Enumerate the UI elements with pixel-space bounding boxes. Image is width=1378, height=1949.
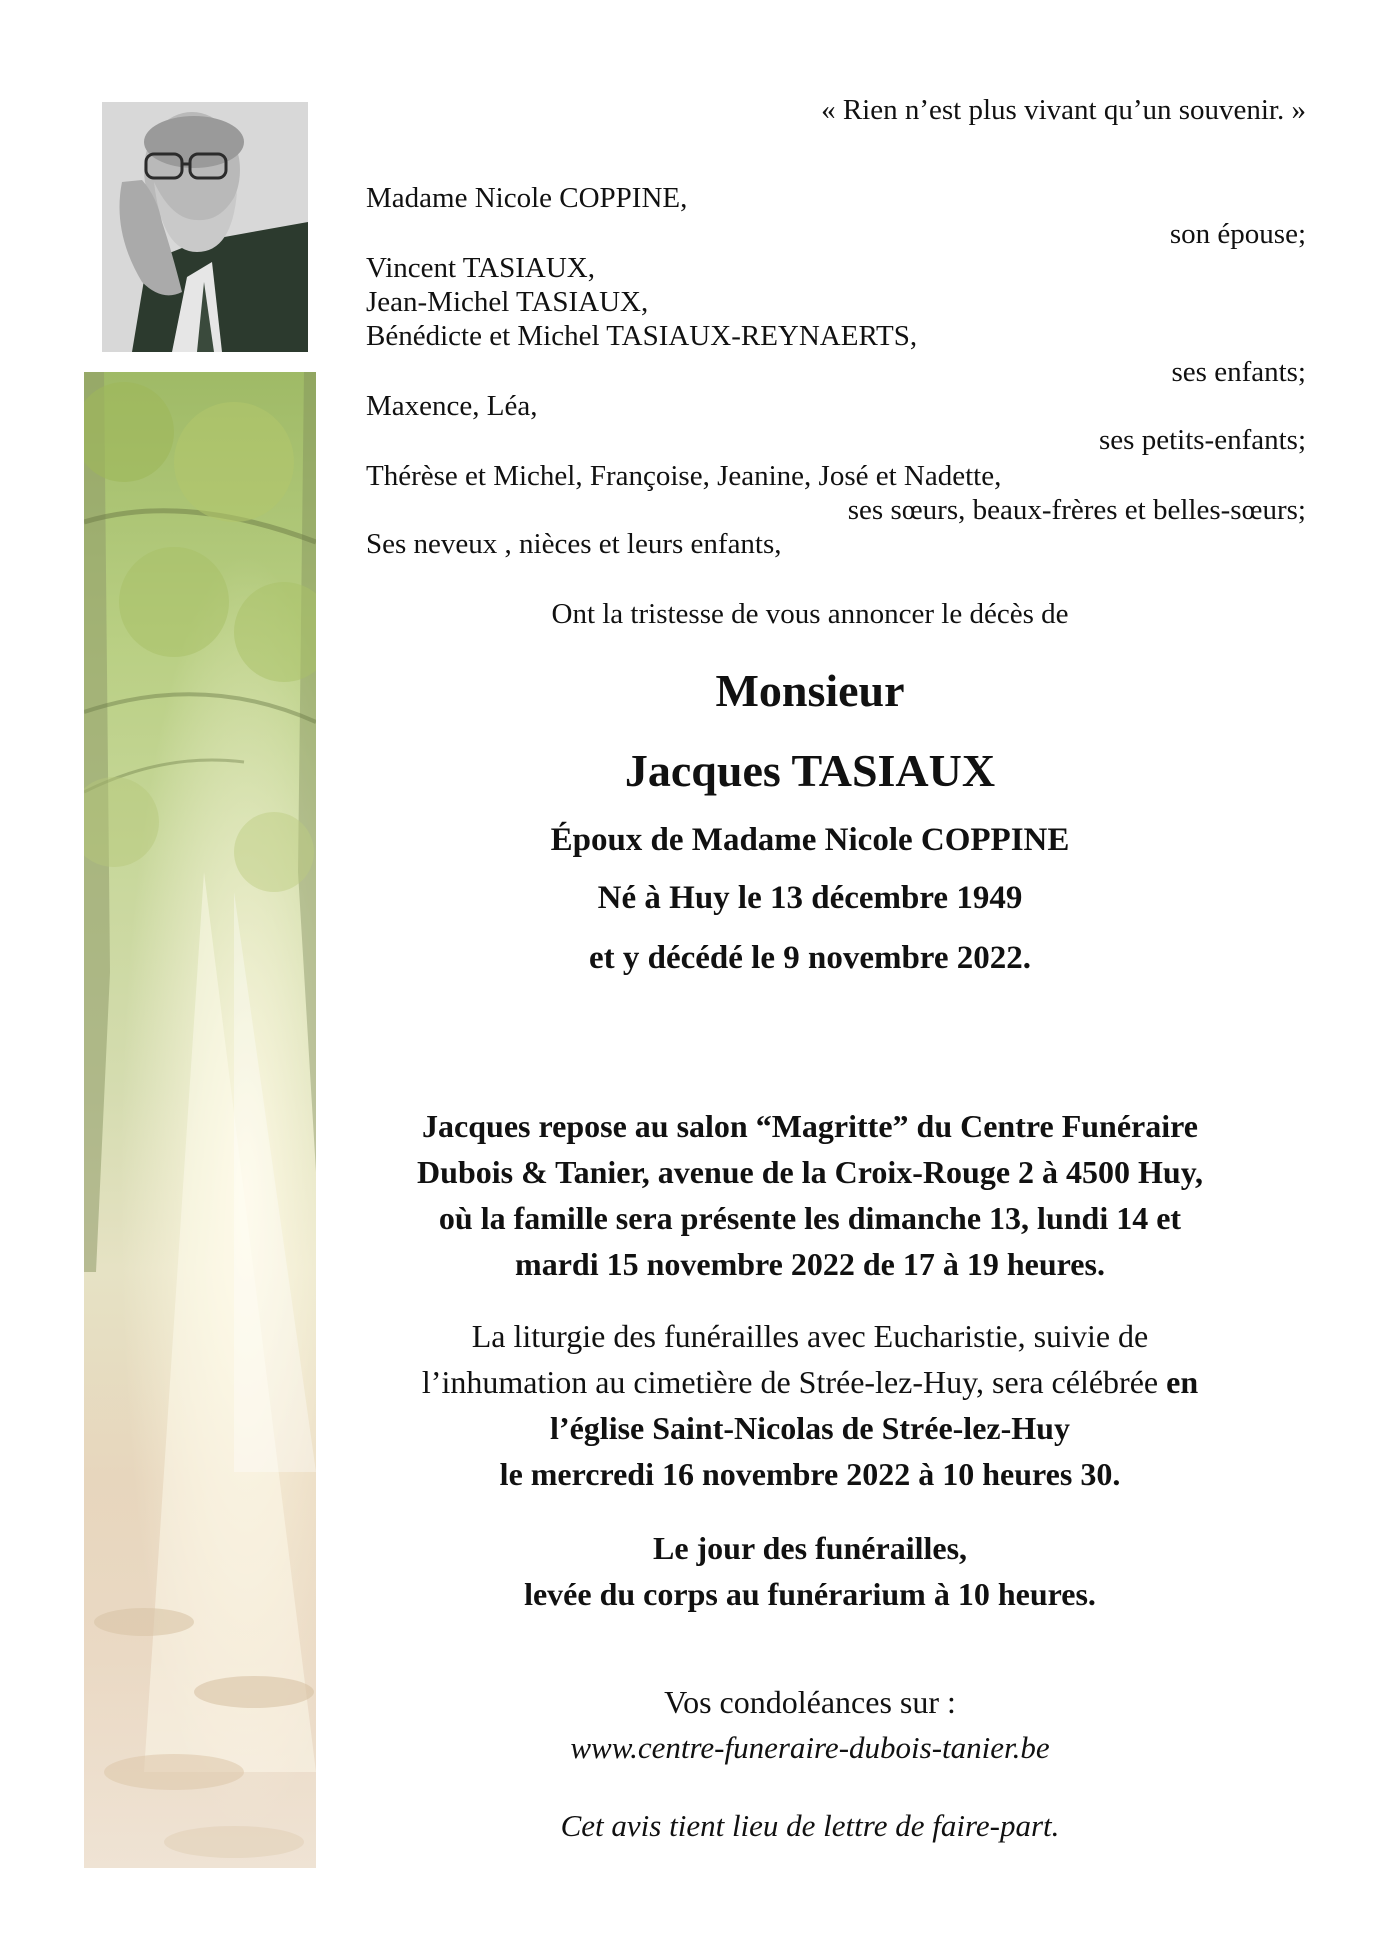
nephews-line: Ses neveux , nièces et leurs enfants, — [366, 528, 782, 560]
condolences-link[interactable]: www.centre-funeraire-dubois-tanier.be — [570, 1730, 1050, 1765]
visitation-line: où la famille sera présente les dimanche 13, lundi 14 et — [438, 1200, 1182, 1236]
siblings-relation: ses sœurs, beaux-frères et belles-sœurs; — [847, 494, 1306, 526]
deceased-spouse: Époux de Madame Nicole COPPINE — [550, 822, 1070, 858]
liturgy-line-bold: en — [1166, 1364, 1199, 1400]
liturgy-line: La liturgie des funérailles avec Eucharistie, suivie de — [471, 1318, 1149, 1354]
liturgy-line — [322, 1364, 1298, 1401]
children-relation: ses enfants; — [1171, 356, 1306, 388]
liturgy-line-regular: l’inhumation au cimetière de Strée-lez-Huy, sera célébrée — [421, 1364, 1167, 1400]
portrait-illustration — [102, 102, 308, 352]
spouse-relation: son épouse; — [1169, 218, 1306, 250]
child-name: Jean-Michel TASIAUX, — [366, 286, 649, 318]
visitation-line: Jacques repose au salon “Magritte” du Centre Funéraire — [422, 1108, 1198, 1144]
deceased-name: Jacques TASIAUX — [624, 745, 996, 796]
announcement-intro: Ont la tristesse de vous annoncer le décès de — [551, 598, 1069, 630]
child-name: Vincent TASIAUX, — [366, 252, 595, 284]
child-name: Bénédicte et Michel TASIAUX-REYNAERTS, — [366, 320, 918, 352]
siblings-names: Thérèse et Michel, Françoise, Jeanine, José et Nadette, — [366, 460, 1002, 492]
portrait-photo — [102, 102, 308, 352]
visitation-line: mardi 15 novembre 2022 de 17 à 19 heures. — [515, 1246, 1105, 1282]
death-info: et y décédé le 9 novembre 2022. — [588, 940, 1032, 976]
memorial-quote: « Rien n’est plus vivant qu’un souvenir. » — [821, 94, 1306, 126]
visitation-line: Dubois & Tanier, avenue de la Croix-Rouge 2 à 4500 Huy, — [417, 1154, 1203, 1190]
forest-illustration — [84, 372, 316, 1868]
spouse-name: Madame Nicole COPPINE, — [366, 182, 688, 214]
condolences-label: Vos condoléances sur : — [664, 1684, 956, 1720]
funeral-day-line: Le jour des funérailles, — [652, 1530, 968, 1566]
footer-note: Cet avis tient lieu de lettre de faire-part. — [560, 1808, 1060, 1843]
church-name: l’église Saint-Nicolas de Strée-lez-Huy — [550, 1410, 1070, 1446]
funeral-day-line: levée du corps au funérarium à 10 heures. — [524, 1576, 1096, 1612]
deceased-title: Monsieur — [715, 665, 905, 716]
grandchildren-names: Maxence, Léa, — [366, 390, 538, 422]
grandchildren-relation: ses petits-enfants; — [1099, 424, 1306, 456]
funeral-date: le mercredi 16 novembre 2022 à 10 heures 30. — [499, 1456, 1121, 1492]
birth-info: Né à Huy le 13 décembre 1949 — [597, 880, 1023, 916]
forest-path-image — [84, 372, 316, 1868]
